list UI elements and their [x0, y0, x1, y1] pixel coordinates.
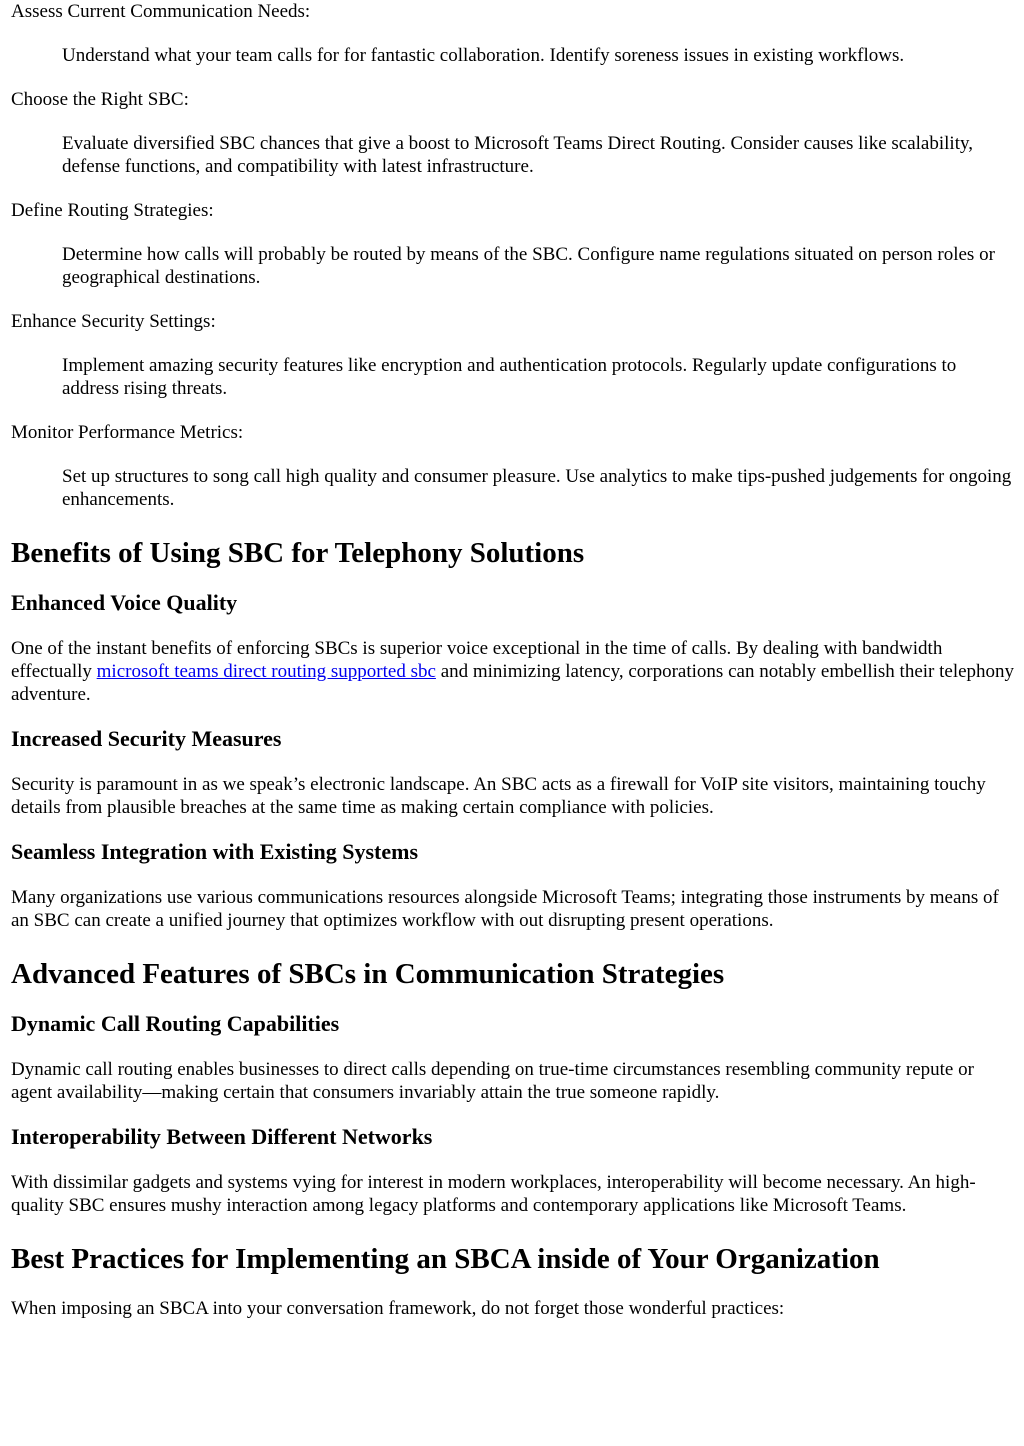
step-definition: Set up structures to song call high quality and consumer pleasure. Use analytics to make tips-pushed judgements for ongoing enhancements.	[62, 466, 1012, 510]
steps-list	[11, 0, 1015, 511]
routing-heading: Dynamic Call Routing Capabilities	[11, 1011, 340, 1036]
voice-quality-heading: Enhanced Voice Quality	[11, 590, 238, 615]
interop-paragraph: With dissimilar gadgets and systems vying for interest in modern workplaces, interoperability will become necessary. An high-quality SBC ensures mushy interaction among legacy platforms and contemporary applications like Microsoft Teams.	[11, 1172, 976, 1216]
step-term: Define Routing Strategies:	[11, 200, 214, 221]
sbc-link[interactable]: microsoft teams direct routing supported sbc	[96, 661, 436, 682]
advanced-heading: Advanced Features of SBCs in Communication Strategies	[11, 958, 725, 990]
integration-heading: Seamless Integration with Existing Systems	[11, 839, 419, 864]
security-paragraph: Security is paramount in as we speak’s electronic landscape. An SBC acts as a firewall for VoIP site visitors, maintaining touchy details from plausible breaches at the same time as making certain compliance with policies.	[11, 774, 986, 818]
voice-quality-text-before: One of the instant benefits of enforcing SBCs is superior voice exceptional in the time of calls. By dealing with bandwidth effectually	[11, 638, 943, 682]
security-heading: Increased Security Measures	[11, 726, 282, 751]
voice-quality-text-after: and minimizing latency, corporations can notably embellish their telephony adventure.	[11, 661, 1015, 705]
best-practices-heading: Best Practices for Implementing an SBCA inside of Your Organization	[11, 1243, 880, 1275]
step-term: Monitor Performance Metrics:	[11, 422, 244, 443]
integration-paragraph: Many organizations use various communications resources alongside Microsoft Teams; integrating those instruments by means of an SBC can create a unified journey that optimizes workflow with out disrupting present operations.	[11, 887, 999, 931]
step-definition: Implement amazing security features like encryption and authentication protocols. Regularly update configurations to address rising threats.	[62, 355, 957, 399]
best-practices-paragraph: When imposing an SBCA into your conversation framework, do not forget those wonderful practices:	[11, 1298, 785, 1319]
step-definition: Determine how calls will probably be routed by means of the SBC. Configure name regulations situated on person roles or geographical destinations.	[62, 244, 995, 288]
benefits-heading: Benefits of Using SBC for Telephony Solutions	[11, 537, 585, 569]
step-term: Choose the Right SBC:	[11, 89, 189, 110]
interop-heading: Interoperability Between Different Networks	[11, 1124, 433, 1149]
step-term: Assess Current Communication Needs:	[11, 1, 311, 22]
routing-paragraph: Dynamic call routing enables businesses to direct calls depending on true-time circumstances resembling community repute or agent availability—making certain that consumers invariably attain the true someone rapidly.	[11, 1059, 974, 1103]
step-term: Enhance Security Settings:	[11, 311, 216, 332]
voice-quality-paragraph	[11, 637, 1015, 706]
step-definition: Evaluate diversified SBC chances that give a boost to Microsoft Teams Direct Routing. Consider causes like scalability, defense functions, and compatibility with latest infrastructure.	[62, 133, 973, 177]
step-definition: Understand what your team calls for for fantastic collaboration. Identify soreness issues in existing workflows.	[62, 45, 905, 66]
